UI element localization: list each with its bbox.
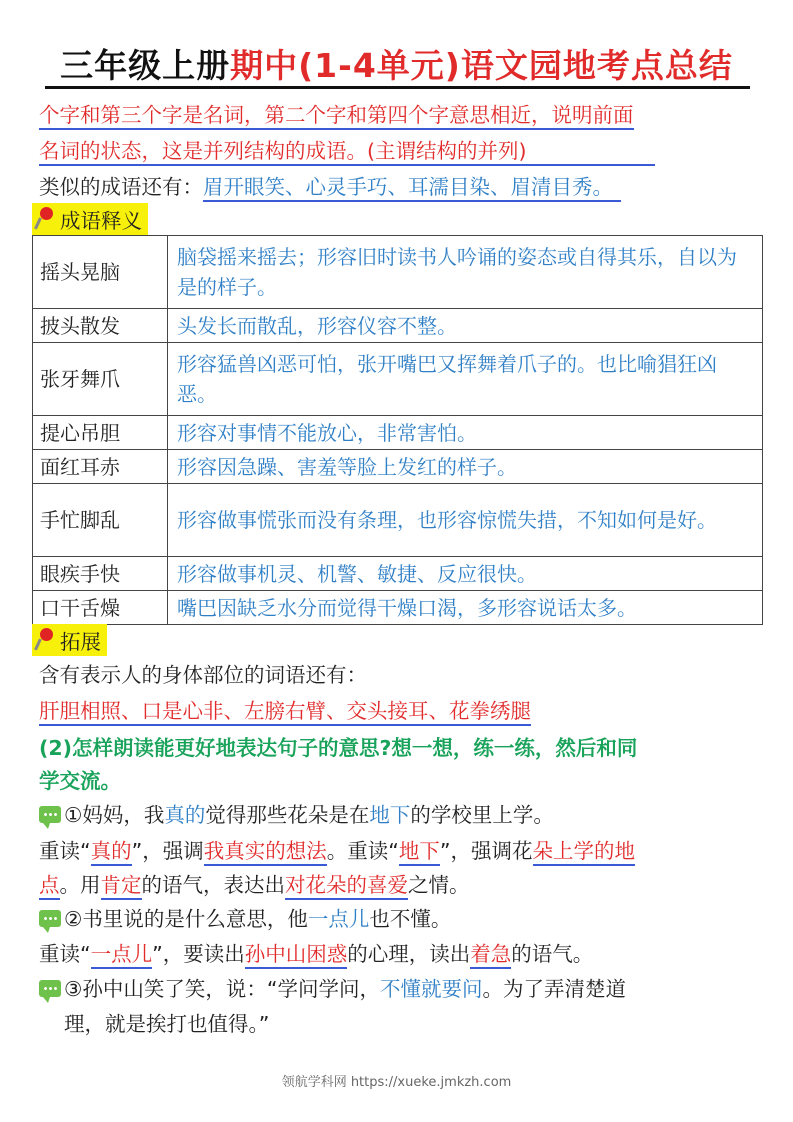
text-span: 之情。 bbox=[408, 873, 470, 897]
text-span: 的心理，读出 bbox=[347, 942, 471, 966]
pushpin-icon bbox=[36, 205, 58, 233]
emphasis-word: 真的 bbox=[164, 803, 206, 827]
text-span: 觉得那些花朵是在 bbox=[205, 803, 370, 827]
intro-text-2: 名词的状态，这是并列结构的成语。(主谓结构的并列) bbox=[39, 139, 655, 166]
text-span: 。用 bbox=[59, 873, 101, 897]
question-line-1: (2)怎样朗读能更好地表达句子的意思?想一想，练一练，然后和同 bbox=[39, 736, 638, 760]
intro-line-1 bbox=[39, 100, 634, 130]
text-span: ”，强调 bbox=[131, 839, 204, 863]
idiom-definition: 形容对事情不能放心，非常害怕。 bbox=[168, 416, 763, 450]
section-heading-meaning bbox=[32, 203, 148, 235]
emphasis-word: 对花朵的喜爱 bbox=[285, 873, 408, 900]
text-span: ”，强调花 bbox=[439, 839, 533, 863]
title-part-1: 三年级上册 bbox=[60, 46, 231, 85]
text-span: 也不懂。 bbox=[369, 907, 452, 931]
text-span: 重读“ bbox=[39, 839, 91, 863]
page-footer: 领航学科网 https://xueke.jmkzh.com bbox=[281, 1075, 512, 1090]
chat-bubble-icon bbox=[39, 980, 61, 997]
idiom-definition: 形容做事机灵、机警、敏捷、反应很快。 bbox=[168, 557, 763, 591]
example-3-sentence-line-1 bbox=[39, 974, 626, 1004]
example-2-explanation bbox=[39, 939, 593, 969]
idiom-term: 口干舌燥 bbox=[33, 591, 168, 625]
similar-idioms-label: 类似的成语还有： bbox=[39, 175, 203, 199]
idiom-term: 眼疾手快 bbox=[33, 557, 168, 591]
example-1-sentence bbox=[39, 800, 554, 830]
table-row bbox=[33, 450, 763, 484]
idiom-table bbox=[32, 235, 763, 625]
table-row bbox=[33, 416, 763, 450]
emphasis-word: 真的 bbox=[91, 839, 132, 866]
text-span: 的语气，表达出 bbox=[141, 873, 285, 897]
body-words-list: 肝胆相照、口是心非、左膀右臂、交头接耳、花拳绣腿 bbox=[39, 699, 531, 726]
body-words-line bbox=[39, 696, 531, 726]
similar-idioms-line bbox=[39, 172, 621, 202]
section-heading-extend bbox=[32, 624, 107, 656]
table-row bbox=[33, 591, 763, 625]
text-span: 。为了弄清楚道 bbox=[482, 977, 626, 1001]
emphasis-word: 地下 bbox=[399, 839, 440, 866]
text-span: ②书里说的是什么意思，他 bbox=[64, 907, 308, 931]
text-span: ③孙中山笑了笑，说：“学问学问， bbox=[64, 977, 380, 1001]
intro-text-1: 个字和第三个字是名词，第二个字和第四个字意思相近，说明前面 bbox=[39, 103, 634, 130]
table-row bbox=[33, 309, 763, 343]
example-3-sentence-line-2: 理，就是挨打也值得。” bbox=[64, 1012, 270, 1036]
text-span: 的学校里上学。 bbox=[410, 803, 554, 827]
section-heading-extend-label: 拓展 bbox=[60, 630, 101, 654]
intro-line-2 bbox=[39, 136, 655, 166]
emphasis-word: 肯定 bbox=[101, 873, 142, 900]
emphasis-word: 朵上学的地 bbox=[533, 839, 636, 866]
idiom-definition: 形容做事慌张而没有条理，也形容惊慌失措，不知如何是好。 bbox=[168, 484, 763, 557]
text-span: ”，要读出 bbox=[152, 942, 245, 966]
emphasis-word: 一点儿 bbox=[307, 907, 370, 931]
table-row bbox=[33, 236, 763, 309]
idiom-definition: 头发长而散乱，形容仪容不整。 bbox=[168, 309, 763, 343]
idiom-term: 面红耳赤 bbox=[33, 450, 168, 484]
emphasis-word: 着急 bbox=[470, 942, 511, 969]
idiom-term: 提心吊胆 bbox=[33, 416, 168, 450]
table-row bbox=[33, 484, 763, 557]
pushpin-icon bbox=[36, 626, 58, 654]
page-title bbox=[0, 40, 793, 87]
idiom-term: 张牙舞爪 bbox=[33, 343, 168, 416]
question-line-2: 学交流。 bbox=[39, 769, 121, 793]
example-1-explanation-line-1 bbox=[39, 836, 635, 866]
idiom-term: 手忙脚乱 bbox=[33, 484, 168, 557]
emphasis-word: 我真实的想法 bbox=[204, 839, 327, 866]
similar-idioms-list: 眉开眼笑、心灵手巧、耳濡目染、眉清目秀。 bbox=[203, 175, 621, 202]
title-underline bbox=[45, 86, 750, 89]
example-1-explanation-line-2 bbox=[39, 870, 470, 900]
text-span: ①妈妈，我 bbox=[64, 803, 165, 827]
body-words-label: 含有表示人的身体部位的词语还有： bbox=[39, 663, 367, 687]
idiom-term: 披头散发 bbox=[33, 309, 168, 343]
idiom-term: 摇头晃脑 bbox=[33, 236, 168, 309]
chat-bubble-icon bbox=[39, 910, 61, 927]
table-row bbox=[33, 557, 763, 591]
emphasis-word: 地下 bbox=[369, 803, 411, 827]
emphasis-word: 一点儿 bbox=[91, 942, 153, 969]
table-row bbox=[33, 343, 763, 416]
text-span: 重读“ bbox=[39, 942, 91, 966]
idiom-definition: 形容因急躁、害羞等脸上发红的样子。 bbox=[168, 450, 763, 484]
idiom-definition: 脑袋摇来摇去；形容旧时读书人吟诵的姿态或自得其乐，自以为是的样子。 bbox=[168, 236, 763, 309]
text-span: 。重读“ bbox=[326, 839, 399, 863]
idiom-definition: 形容猛兽凶恶可怕，张开嘴巴又挥舞着爪子的。也比喻猖狂凶恶。 bbox=[168, 343, 763, 416]
title-part-2: 期中(1-4单元)语文园地考点总结 bbox=[230, 46, 733, 85]
emphasis-word: 不懂就要问 bbox=[380, 977, 483, 1001]
emphasis-word: 孙中山困惑 bbox=[245, 942, 348, 969]
section-heading-meaning-label: 成语释义 bbox=[60, 209, 142, 233]
chat-bubble-icon bbox=[39, 806, 61, 823]
emphasis-word: 点 bbox=[39, 873, 60, 900]
text-span: 的语气。 bbox=[511, 942, 594, 966]
idiom-definition: 嘴巴因缺乏水分而觉得干燥口渴，多形容说话太多。 bbox=[168, 591, 763, 625]
example-2-sentence bbox=[39, 904, 451, 934]
